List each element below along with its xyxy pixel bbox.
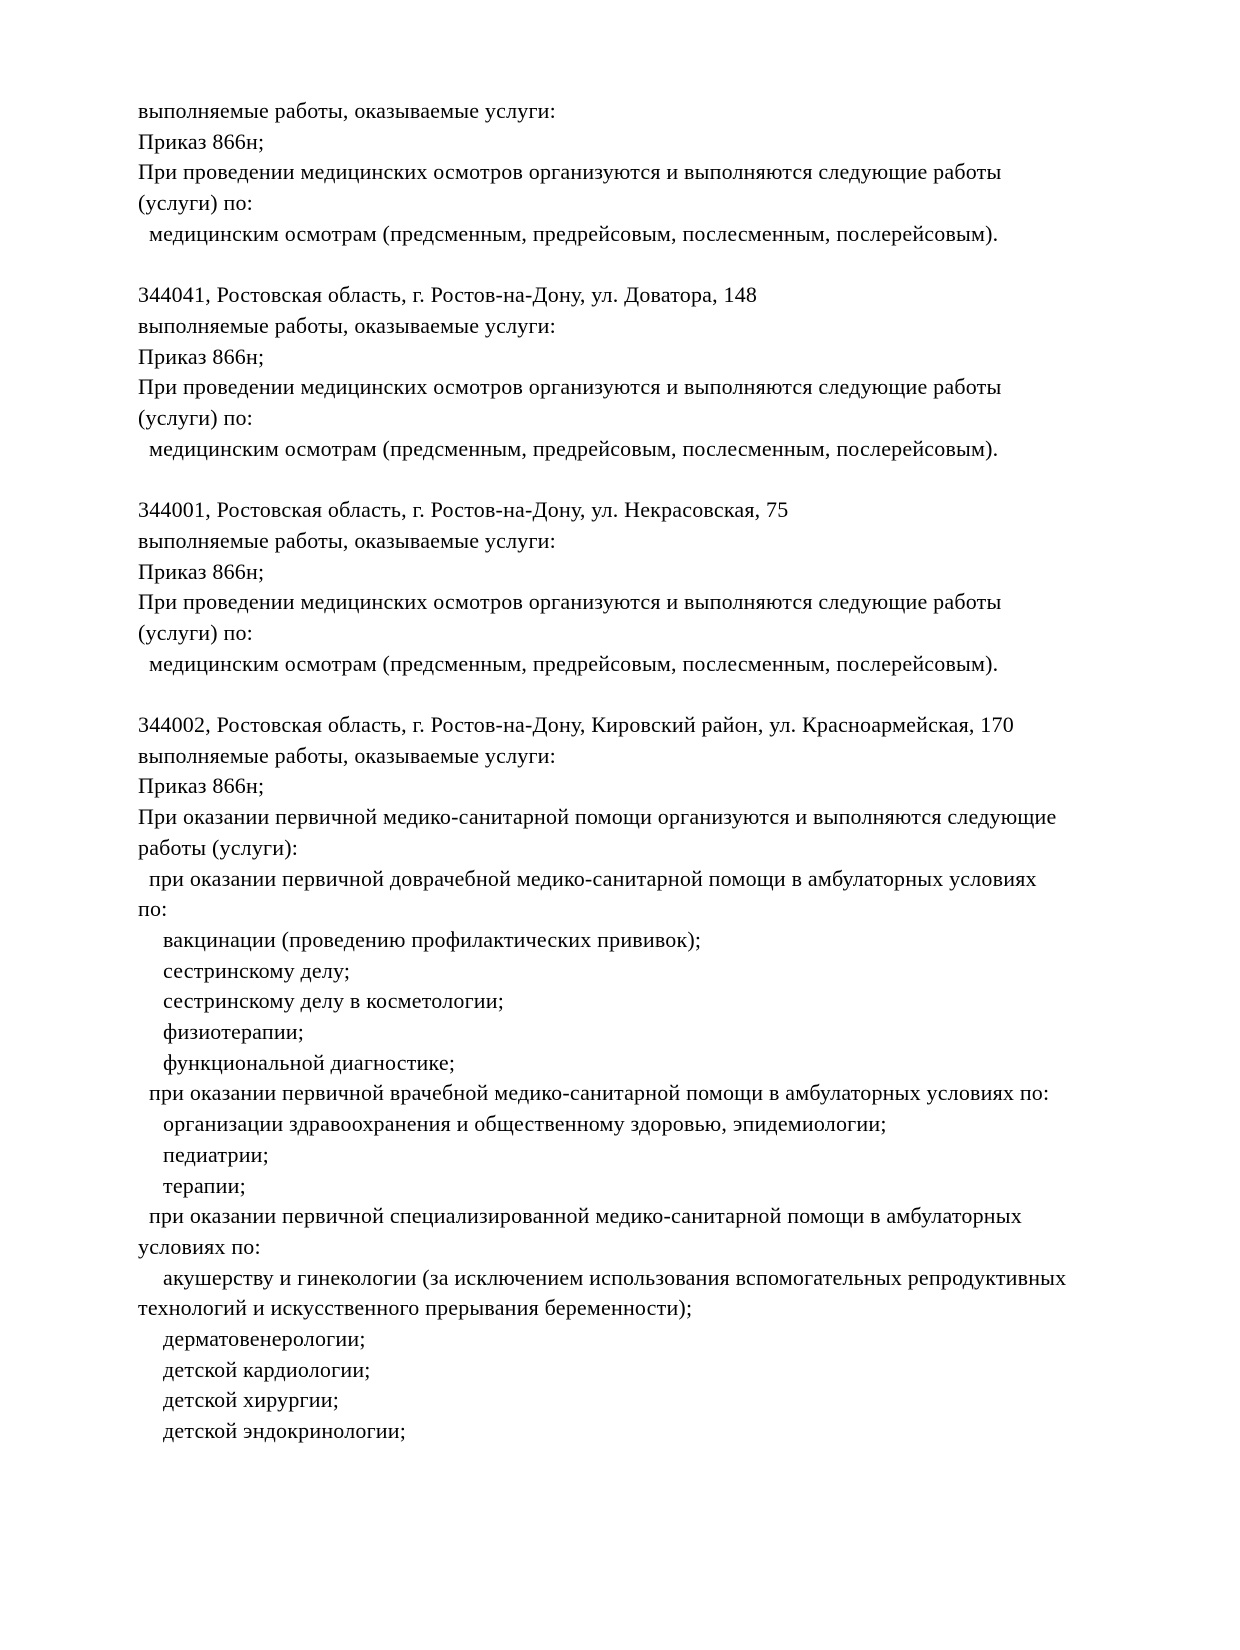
document-line: Приказ 866н; xyxy=(138,773,265,799)
document-line: медицинским осмотрам (предсменным, предрейсовым, послесменным, послерейсовым). xyxy=(149,650,999,676)
document-line: медицинским осмотрам (предсменным, предрейсовым, послесменным, послерейсовым). xyxy=(149,435,999,461)
document-line: детской эндокринологии; xyxy=(163,1418,407,1444)
document-line: Приказ 866н; xyxy=(138,128,265,154)
document-line: технологий и искусственного прерывания беременности); xyxy=(138,1295,693,1321)
document-line: сестринскому делу в косметологии; xyxy=(163,988,505,1014)
document-line: по: xyxy=(138,896,168,922)
document-line: Приказ 866н; xyxy=(138,343,265,369)
document-line: при оказании первичной специализированной медико-санитарной помощи в амбулаторных xyxy=(149,1203,1022,1229)
document-line: 344041, Ростовская область, г. Ростов-на-Дону, ул. Доватора, 148 xyxy=(138,282,758,308)
document-line: педиатрии; xyxy=(163,1141,269,1167)
document-line: 344001, Ростовская область, г. Ростов-на-Дону, ул. Некрасовская, 75 xyxy=(138,497,789,523)
document-line: дерматовенерологии; xyxy=(163,1326,366,1352)
document-line: при оказании первичной доврачебной медико-санитарной помощи в амбулаторных условиях xyxy=(149,865,1037,891)
document-line: при оказании первичной врачебной медико-санитарной помощи в амбулаторных условиях по: xyxy=(149,1080,1050,1106)
document-line: физиотерапии; xyxy=(163,1019,305,1045)
blank-line xyxy=(138,464,1198,495)
document-line: вакцинации (проведению профилактических прививок); xyxy=(163,926,702,952)
document-line: работы (услуги): xyxy=(138,834,299,860)
document-line: выполняемые работы, оказываемые услуги: xyxy=(138,742,556,768)
document-line: При проведении медицинских осмотров организуются и выполняются следующие работы xyxy=(138,589,1002,615)
document-line: При проведении медицинских осмотров организуются и выполняются следующие работы xyxy=(138,159,1002,185)
document-line: детской хирургии; xyxy=(163,1387,340,1413)
document-line: выполняемые работы, оказываемые услуги: xyxy=(138,312,556,338)
document-line: При проведении медицинских осмотров организуются и выполняются следующие работы xyxy=(138,374,1002,400)
document-line: 344002, Ростовская область, г. Ростов-на-Дону, Кировский район, ул. Красноармейская, 170 xyxy=(138,712,1014,738)
document-line: детской кардиологии; xyxy=(163,1356,371,1382)
document-line: Приказ 866н; xyxy=(138,558,265,584)
document-line: организации здравоохранения и общественному здоровью, эпидемиологии; xyxy=(163,1111,887,1137)
document-line: медицинским осмотрам (предсменным, предрейсовым, послесменным, послерейсовым). xyxy=(149,220,999,246)
document-line: (услуги) по: xyxy=(138,190,253,216)
document-line: При оказании первичной медико-санитарной помощи организуются и выполняются следующие xyxy=(138,804,1057,830)
document-content xyxy=(138,96,1198,1447)
blank-line xyxy=(138,250,1198,281)
document-line: выполняемые работы, оказываемые услуги: xyxy=(138,98,556,123)
document-line: (услуги) по: xyxy=(138,405,253,431)
blank-line xyxy=(138,679,1198,710)
document-line: функциональной диагностике; xyxy=(163,1049,456,1075)
document-line: сестринскому делу; xyxy=(163,957,351,983)
document-line: акушерству и гинекологии (за исключением использования вспомогательных репродуктивных xyxy=(163,1264,1067,1290)
document-line: терапии; xyxy=(163,1172,246,1198)
document-line: условиях по: xyxy=(138,1233,261,1259)
document-line: выполняемые работы, оказываемые услуги: xyxy=(138,527,556,553)
document-line: (услуги) по: xyxy=(138,619,253,645)
